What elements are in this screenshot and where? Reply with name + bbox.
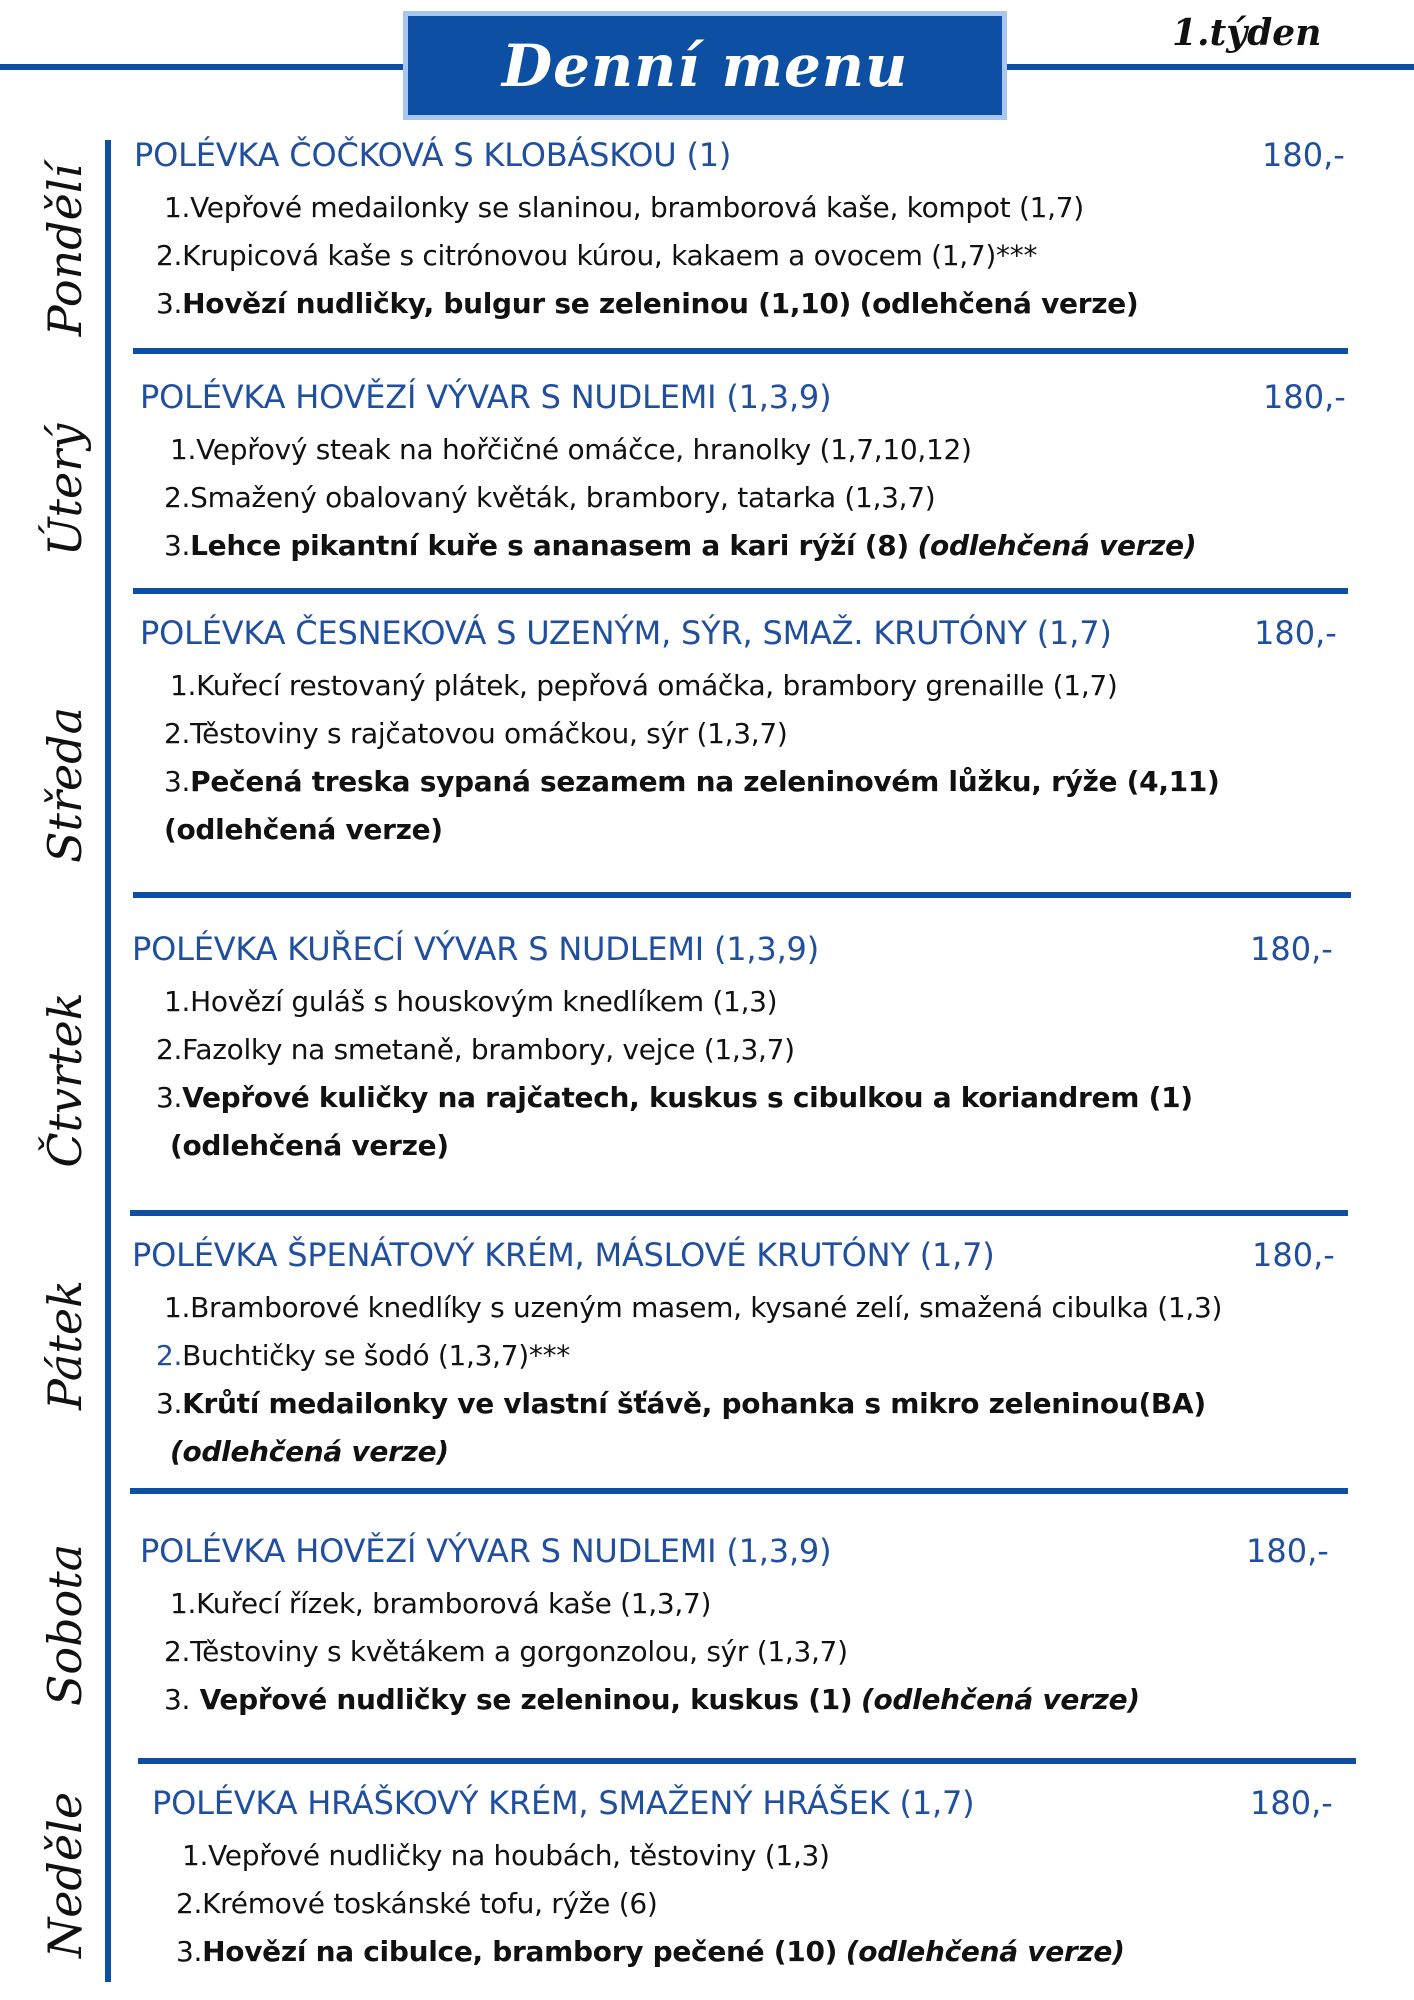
soup-price: 180,- — [1252, 1236, 1335, 1274]
soup-name: POLÉVKA ČOČKOVÁ S KLOBÁSKOU (1) — [134, 136, 732, 174]
menu-item-light: 3. Vepřové nudličky se zeleninou, kuskus (1) (odlehčená verze) — [164, 1683, 1140, 1716]
light-note: (odlehčená verze) — [164, 813, 443, 846]
light-note: (odlehčená verze) — [170, 1129, 449, 1162]
soup-name: POLÉVKA KUŘECÍ VÝVAR S NUDLEMI (1,3,9) — [132, 930, 819, 968]
day-section-thursday — [130, 930, 1354, 1170]
menu-item: 1.Bramborové knedlíky s uzeným masem, kysané zelí, smažená cibulka (1,3) — [164, 1291, 1223, 1324]
soup-name: POLÉVKA HRÁŠKOVÝ KRÉM, SMAŽENÝ HRÁŠEK (1,7) — [152, 1784, 975, 1822]
light-note: (odlehčená verze) — [170, 1435, 449, 1468]
day-label-wednesday: Středa — [38, 706, 92, 864]
soup-price: 180,- — [1263, 378, 1346, 416]
menu-item-light: 3.Pečená treska sypaná sezamem na zeleninovém lůžku, rýže (4,11) — [164, 765, 1220, 798]
menu-item: 1.Kuřecí restovaný plátek, pepřová omáčka, brambory grenaille (1,7) — [170, 669, 1118, 702]
day-section-tuesday — [130, 378, 1354, 570]
day-section-saturday — [130, 1532, 1354, 1724]
menu-item: 2.Krémové toskánské tofu, rýže (6) — [176, 1887, 658, 1920]
menu-item-light: 3.Hovězí nudličky, bulgur se zeleninou (1,10) (odlehčená verze) — [156, 287, 1139, 320]
menu-item: 2.Buchtičky se šodó (1,3,7)*** — [156, 1339, 570, 1372]
soup-name: POLÉVKA HOVĚZÍ VÝVAR S NUDLEMI (1,3,9) — [140, 378, 832, 416]
header-rule-left — [0, 64, 412, 70]
menu-item: 2.Smažený obalovaný květák, brambory, tatarka (1,3,7) — [164, 481, 936, 514]
menu-item: 2.Těstoviny s rajčatovou omáčkou, sýr (1,3,7) — [164, 717, 788, 750]
page-title: Denní menu — [501, 31, 909, 100]
menu-item-light: 3.Krůtí medailonky ve vlastní šťávě, pohanka s mikro zeleninou(BA) — [156, 1387, 1206, 1420]
menu-item: 2.Krupicová kaše s citrónovou kúrou, kakaem a ovocem (1,7)*** — [156, 239, 1038, 272]
week-label: 1.týden — [1172, 12, 1322, 54]
header-rule-right — [1000, 64, 1414, 70]
menu-item-light: 3.Lehce pikantní kuře s ananasem a kari rýží (8) (odlehčená verze) — [164, 529, 1197, 562]
day-section-sunday — [130, 1784, 1354, 1976]
menu-item: 2.Těstoviny s květákem a gorgonzolou, sýr (1,3,7) — [164, 1635, 848, 1668]
section-separator — [130, 1210, 1348, 1216]
day-label-tuesday: Úterý — [38, 423, 92, 557]
soup-name: POLÉVKA ŠPENÁTOVÝ KRÉM, MÁSLOVÉ KRUTÓNY (1,7) — [132, 1236, 995, 1274]
soup-price: 180,- — [1250, 1784, 1333, 1822]
day-section-monday — [130, 136, 1354, 328]
day-label-monday: Pondělí — [38, 163, 92, 337]
title-banner — [408, 16, 1002, 115]
soup-price: 180,- — [1262, 136, 1345, 174]
menu-item: 1.Vepřový steak na hořčičné omáčce, hranolky (1,7,10,12) — [170, 433, 972, 466]
day-label-sunday: Neděle — [38, 1791, 92, 1959]
section-separator — [133, 892, 1351, 898]
section-separator — [130, 1488, 1348, 1494]
soup-price: 180,- — [1254, 614, 1337, 652]
section-separator — [133, 588, 1348, 594]
menu-item: 2.Fazolky na smetaně, brambory, vejce (1,3,7) — [156, 1033, 795, 1066]
soup-name: POLÉVKA HOVĚZÍ VÝVAR S NUDLEMI (1,3,9) — [140, 1532, 832, 1570]
menu-item: 1.Hovězí guláš s houskovým knedlíkem (1,3) — [164, 985, 778, 1018]
day-section-friday — [130, 1236, 1354, 1476]
day-label-saturday: Sobota — [38, 1543, 92, 1707]
soup-price: 180,- — [1246, 1532, 1329, 1570]
menu-item-light: 3.Hovězí na cibulce, brambory pečené (10) (odlehčená verze) — [176, 1935, 1125, 1968]
menu-item: 1.Kuřecí řízek, bramborová kaše (1,3,7) — [170, 1587, 712, 1620]
soup-name: POLÉVKA ČESNEKOVÁ S UZENÝM, SÝR, SMAŽ. KRUTÓNY (1,7) — [140, 614, 1112, 652]
section-separator — [133, 348, 1348, 354]
menu-item-light: 3.Vepřové kuličky na rajčatech, kuskus s cibulkou a koriandrem (1) — [156, 1081, 1193, 1114]
day-section-wednesday — [130, 614, 1354, 854]
menu-item: 1.Vepřové nudličky na houbách, těstoviny (1,3) — [182, 1839, 830, 1872]
section-separator — [138, 1758, 1356, 1764]
day-label-thursday: Čtvrtek — [38, 992, 92, 1168]
menu-item: 1.Vepřové medailonky se slaninou, bramborová kaše, kompot (1,7) — [164, 191, 1084, 224]
day-divider-line — [105, 140, 111, 1982]
day-label-friday: Pátek — [38, 1280, 92, 1410]
soup-price: 180,- — [1250, 930, 1333, 968]
